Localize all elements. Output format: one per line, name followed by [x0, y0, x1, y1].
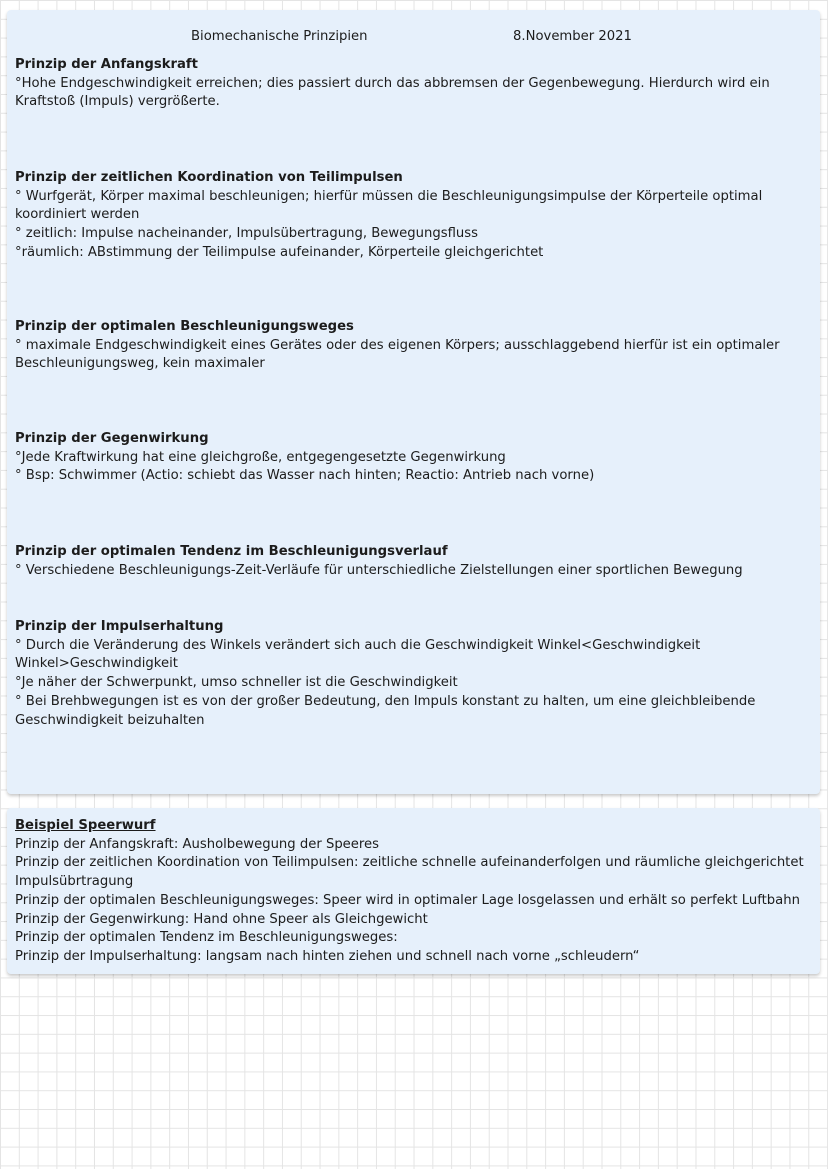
example-line: Prinzip der zeitlichen Koordination von Teilimpulsen: zeitliche schnelle aufeinanderfolgen und räumliche gleichgerichtet [15, 855, 804, 871]
notes-card [7, 10, 820, 794]
document-date: 8.November 2021 [513, 29, 632, 44]
example-speerwurf [15, 817, 815, 967]
section-heading: Prinzip der Gegenwirkung [15, 431, 209, 446]
section-line: ° zeitlich: Impulse nacheinander, Impulsübertragung, Bewegungsfluss [15, 226, 479, 242]
document-title: Biomechanische Prinzipien [191, 29, 368, 44]
section-line: °Hohe Endgeschwindigkeit erreichen; dies passiert durch das abbremsen der Gegenbewegung. Hierdurch wird ein [15, 75, 770, 91]
section-anfangskraft [15, 56, 805, 112]
section-zeitliche-koordination [15, 169, 805, 263]
section-line: Kraftstoß (Impuls) vergrößerte. [15, 94, 220, 110]
section-heading: Prinzip der optimalen Beschleunigungsweges [15, 319, 354, 334]
section-line: ° Bei Brehbwegungen ist es von der großer Bedeutung, den Impuls konstant zu halten, um eine gleichbleibende [15, 693, 756, 709]
section-line: °Jede Kraftwirkung hat eine gleichgroße, entgegengesetzte Gegenwirkung [15, 449, 506, 465]
document-header [7, 29, 820, 47]
section-line: °Je näher der Schwerpunkt, umso schneller ist die Geschwindigkeit [15, 675, 458, 691]
section-line: ° Bsp: Schwimmer (Actio: schiebt das Wasser nach hinten; Reactio: Antrieb nach vorne) [15, 468, 595, 484]
section-line: ° Verschiedene Beschleunigungs-Zeit-Verläufe für unterschiedliche Zielstellungen einer sportlichen Bewegung [15, 562, 743, 578]
section-beschleunigungsweg [15, 318, 805, 374]
example-card [7, 808, 820, 974]
section-heading: Prinzip der zeitlichen Koordination von Teilimpulsen [15, 170, 403, 185]
example-line: Prinzip der Gegenwirkung: Hand ohne Speer als Gleichgewicht [15, 911, 428, 927]
example-line: Prinzip der optimalen Beschleunigungsweges: Speer wird in optimaler Lage losgelassen und erhält so perfekt Luftbahn [15, 892, 800, 908]
section-line: ° Durch die Veränderung des Winkels verändert sich auch die Geschwindigkeit Winkel<Geschwindigkeit [15, 637, 701, 653]
section-tendenz [15, 543, 805, 580]
example-line: Prinzip der optimalen Tendenz im Beschleunigungsweges: [15, 930, 398, 946]
example-line: Impulsübrtragung [15, 874, 134, 890]
section-line: °räumlich: ABstimmung der Teilimpulse aufeinander, Körperteile gleichgerichtet [15, 244, 544, 260]
section-line: ° Wurfgerät, Körper maximal beschleunigen; hierfür müssen die Beschleunigungsimpulse der Körperteile optimal [15, 188, 763, 204]
section-line: koordiniert werden [15, 207, 140, 223]
section-heading: Prinzip der optimalen Tendenz im Beschleunigungsverlauf [15, 544, 448, 559]
section-impulserhaltung [15, 618, 805, 730]
section-gegenwirkung [15, 430, 805, 486]
section-heading: Prinzip der Anfangskraft [15, 57, 198, 72]
section-line: Beschleunigungsweg, kein maximaler [15, 356, 265, 372]
section-line: Winkel>Geschwindigkeit [15, 656, 178, 672]
example-line: Prinzip der Impulserhaltung: langsam nach hinten ziehen und schnell nach vorne „schleudern“ [15, 948, 640, 964]
section-line: Geschwindigkeit beizuhalten [15, 712, 205, 728]
section-line: ° maximale Endgeschwindigkeit eines Gerätes oder des eigenen Körpers; ausschlaggebend hierfür ist ein optimaler [15, 337, 780, 353]
example-line: Prinzip der Anfangskraft: Ausholbewegung der Speeres [15, 836, 380, 852]
example-heading: Beispiel Speerwurf [15, 818, 156, 833]
section-heading: Prinzip der Impulserhaltung [15, 619, 224, 634]
